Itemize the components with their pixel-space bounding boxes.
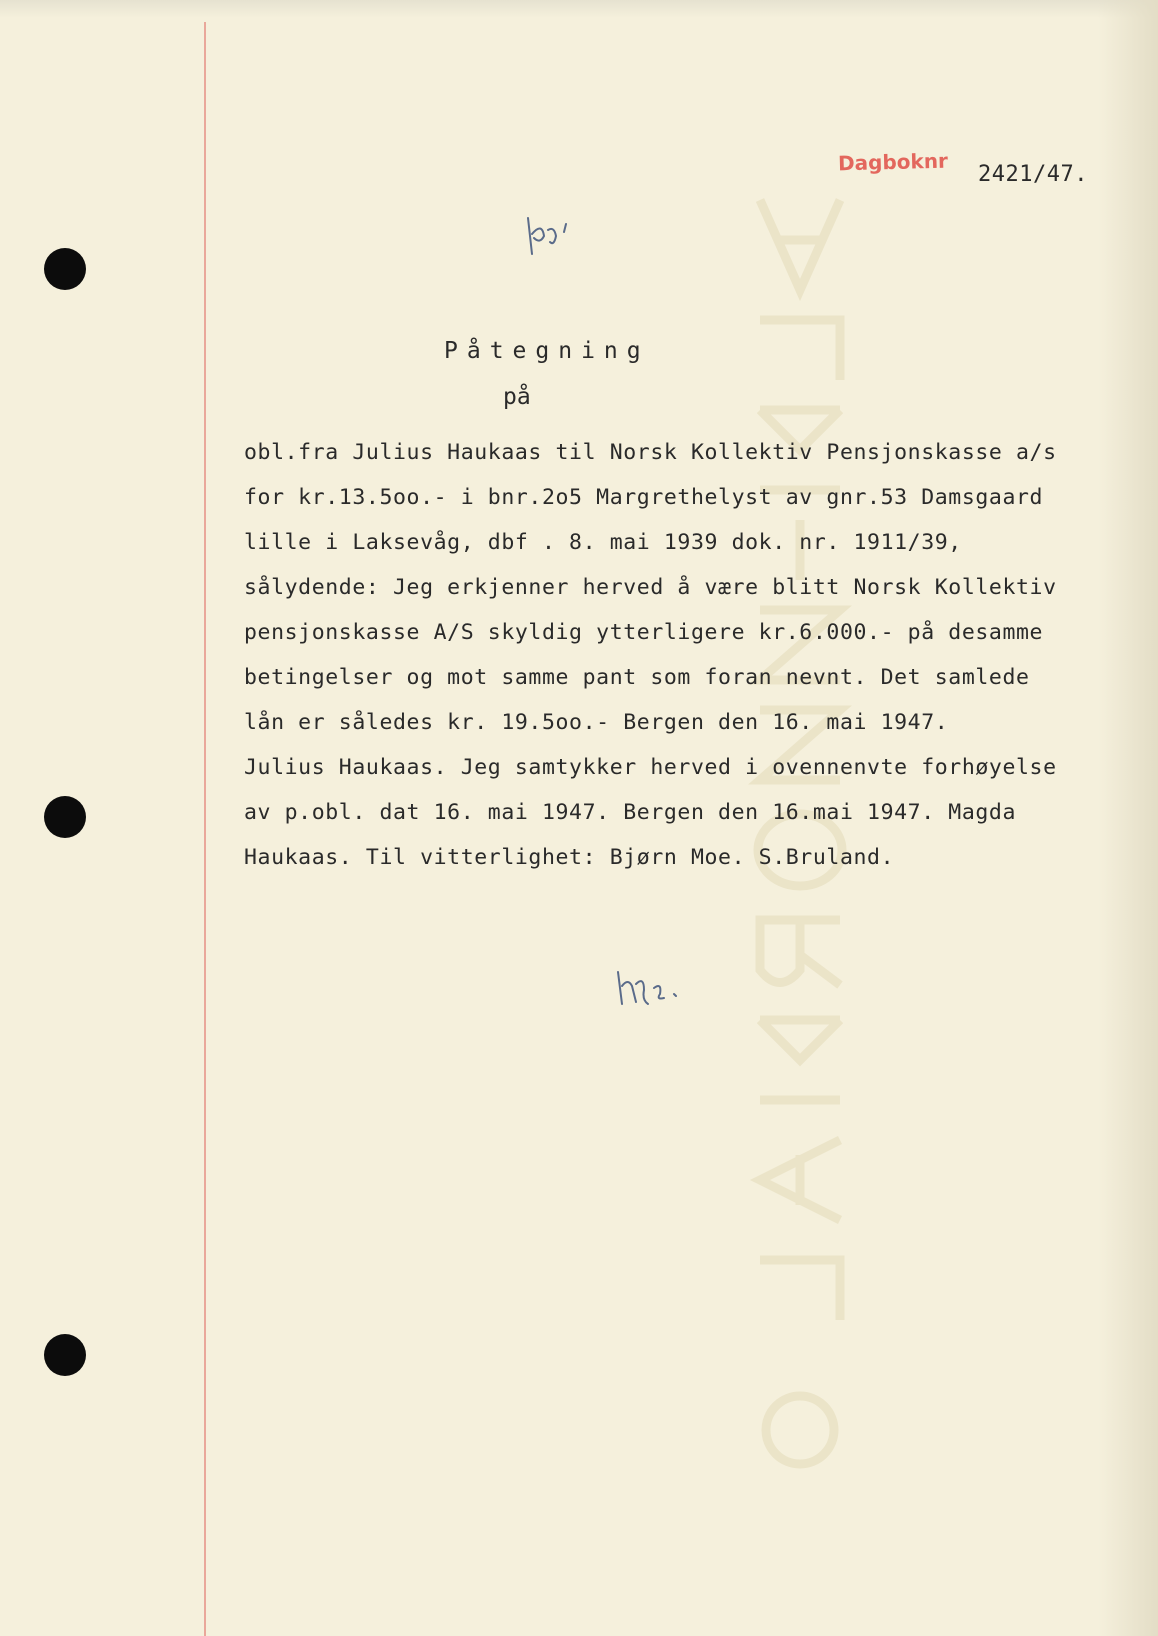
punch-hole-middle	[44, 796, 86, 838]
body-line: av p.obl. dat 16. mai 1947. Bergen den 16.mai 1947. Magda	[244, 800, 1017, 825]
document-number: 2421/47.	[978, 162, 1088, 187]
document-heading-sub: på	[503, 384, 531, 410]
body-line: obl.fra Julius Haukaas til Norsk Kollektiv Pensjonskasse a/s	[244, 440, 1057, 465]
margin-rule	[204, 22, 206, 1636]
handwritten-initials-top	[522, 214, 582, 264]
document-heading: Påtegning	[444, 338, 650, 364]
handwritten-initials-bottom	[614, 966, 684, 1016]
body-line: Julius Haukaas. Jeg samtykker herved i ovennenvte forhøyelse	[244, 755, 1057, 780]
document-body	[244, 430, 1084, 880]
dagboknr-stamp: Dagboknr	[837, 148, 949, 176]
punch-hole-bottom	[44, 1334, 86, 1376]
body-line: lån er således kr. 19.5oo.- Bergen den 16. mai 1947.	[244, 710, 949, 735]
paper-right-edge	[1098, 0, 1158, 1636]
body-line: Haukaas. Til vitterlighet: Bjørn Moe. S.Bruland.	[244, 845, 895, 870]
body-line: lille i Laksevåg, dbf . 8. mai 1939 dok. nr. 1911/39,	[244, 530, 962, 555]
pencil-signature-icon	[614, 966, 684, 1012]
paper-top-edge	[0, 0, 1158, 18]
body-line: sålydende: Jeg erkjenner herved å være blitt Norsk Kollektiv	[244, 575, 1057, 600]
pencil-mark-icon	[522, 214, 582, 260]
punch-hole-top	[44, 248, 86, 290]
body-line: betingelser og mot samme pant som foran nevnt. Det samlede	[244, 665, 1030, 690]
body-line: pensjonskasse A/S skyldig ytterligere kr.6.000.- på desamme	[244, 620, 1044, 645]
body-line: for kr.13.5oo.- i bnr.2o5 Margrethelyst av gnr.53 Damsgaard	[244, 485, 1044, 510]
